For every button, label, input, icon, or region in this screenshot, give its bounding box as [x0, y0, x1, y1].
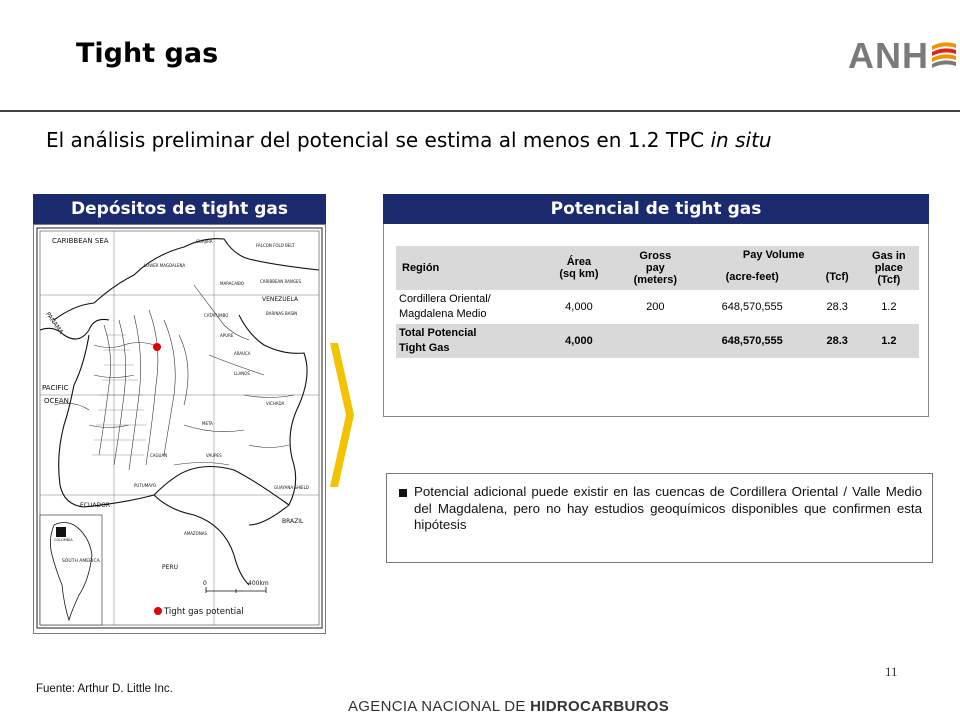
tight-gas-marker [153, 343, 161, 351]
total-gross-blank [622, 324, 689, 358]
label-ecuador: ECUADOR [80, 502, 110, 509]
basin-map [33, 224, 326, 634]
logo-stripes-icon [930, 40, 958, 70]
header-gas-line1: Gas in [872, 250, 906, 262]
label-ocean: OCEAN [44, 397, 69, 405]
basin-label: LLANOS [234, 371, 250, 376]
table-row [396, 290, 919, 324]
label-pacific: PACIFIC [42, 384, 69, 392]
header-gross-line1: Gross [639, 250, 672, 262]
total-area: 4,000 [536, 324, 622, 358]
header-gross [622, 246, 689, 290]
inset-label-colombia: COLOMBIA [54, 538, 73, 542]
cell-area: 4,000 [565, 301, 593, 313]
header-area-line2: (sq km) [559, 268, 599, 280]
total-region [396, 324, 536, 358]
basin-label: VAUPES [206, 453, 222, 458]
basin-label: MARACAIBO [220, 281, 245, 286]
footer-brand [348, 698, 669, 715]
square-bullet-icon [399, 489, 407, 497]
basin-label: CARIBBEAN RANGES [260, 279, 302, 284]
header-divider [0, 110, 960, 112]
total-acre-feet: 648,570,555 [689, 324, 816, 358]
note-box [386, 473, 933, 563]
basin-label: CATATUMBO [204, 313, 229, 318]
potential-table [396, 246, 919, 358]
total-region-line1: Total Potencial [399, 327, 477, 339]
subtitle-italic: in situ [710, 128, 772, 152]
anh-logo [848, 36, 958, 76]
basin-label: META [202, 421, 213, 426]
footer-brand-bold: HIDROCARBUROS [530, 698, 670, 715]
legend-label: Tight gas potential [164, 607, 244, 617]
basin-label: GUAJIRA [196, 239, 213, 244]
deposits-panel-title: Depósitos de tight gas [33, 194, 326, 224]
cell-gross: 200 [646, 301, 665, 313]
basin-label: APURE [220, 333, 234, 338]
header-tcf: (Tcf) [816, 264, 859, 290]
cell-region-line2: Magdalena Medio [399, 308, 487, 320]
footer-brand-regular: AGENCIA NACIONAL DE [348, 698, 531, 715]
header-acre-feet: (acre-feet) [689, 264, 816, 290]
legend-marker [154, 607, 162, 615]
table-total-row [396, 324, 919, 358]
header-gas-line3: (Tcf) [877, 274, 901, 286]
header-area [536, 246, 622, 290]
basin-map-drawing [34, 225, 325, 633]
table-header-row-1 [396, 246, 919, 264]
label-venezuela: VENEZUELA [262, 296, 299, 303]
page-number: 11 [885, 664, 898, 679]
total-tcf: 28.3 [816, 324, 859, 358]
cell-gas: 1.2 [881, 301, 897, 313]
basin-label: LOWER MAGDALENA [144, 263, 186, 268]
basin-label: BARINAS BASIN [266, 311, 298, 316]
cell-region [396, 290, 536, 324]
total-gas: 1.2 [859, 324, 919, 358]
page-title: Tight gas [76, 38, 219, 69]
label-brazil: BRAZIL [282, 518, 304, 525]
cell-acre-feet: 648,570,555 [721, 301, 783, 313]
header-gas [859, 246, 919, 290]
arrow-shape [330, 343, 354, 487]
label-panama: PANAMA [44, 310, 65, 336]
header-gas-line2: place [874, 262, 903, 274]
label-caribbean: CARIBBEAN SEA [52, 237, 109, 245]
cell-tcf: 28.3 [826, 301, 848, 313]
header-gross-line3: (meters) [633, 274, 678, 286]
basin-label: GUAYANA SHIELD [274, 485, 309, 490]
cell-region-line1: Cordillera Oriental/ [399, 293, 491, 305]
inset-label-south: SOUTH AMERICA [62, 559, 100, 564]
label-peru: PERU [162, 564, 178, 571]
subtitle-main: El análisis preliminar del potencial se estima al menos en 1.2 TPC [46, 128, 711, 152]
total-region-line2: Tight Gas [399, 342, 450, 354]
basin-label: VICHADA [266, 401, 285, 406]
source-note: Fuente: Arthur D. Little Inc. [36, 683, 173, 695]
subtitle [46, 128, 772, 152]
header-gross-line2: pay [645, 262, 665, 274]
header-region: Región [396, 246, 536, 290]
basin-label: AMAZONAS [184, 531, 208, 536]
header-pay-volume: Pay Volume [689, 246, 859, 264]
potential-panel-title: Potencial de tight gas [383, 194, 929, 224]
basin-label: CAGUAN [150, 453, 168, 458]
potential-table-panel [383, 224, 929, 417]
basin-label: FALCON FOLD BELT [256, 243, 295, 248]
basin-label: PUTUMAYO [134, 483, 156, 488]
note-text: Potencial adicional puede existir en las cuencas de Cordillera Oriental / Valle Medio del Magdalena, pero no hay estudios geoquímicos disponibles que confirmen esta hipótesis [414, 484, 922, 532]
scale-zero: 0 [203, 580, 207, 587]
scale-km: 400km [248, 580, 269, 587]
logo-text: ANH [848, 35, 929, 76]
header-area-line1: Área [566, 256, 592, 268]
basin-label: ARAUCA [234, 351, 251, 356]
